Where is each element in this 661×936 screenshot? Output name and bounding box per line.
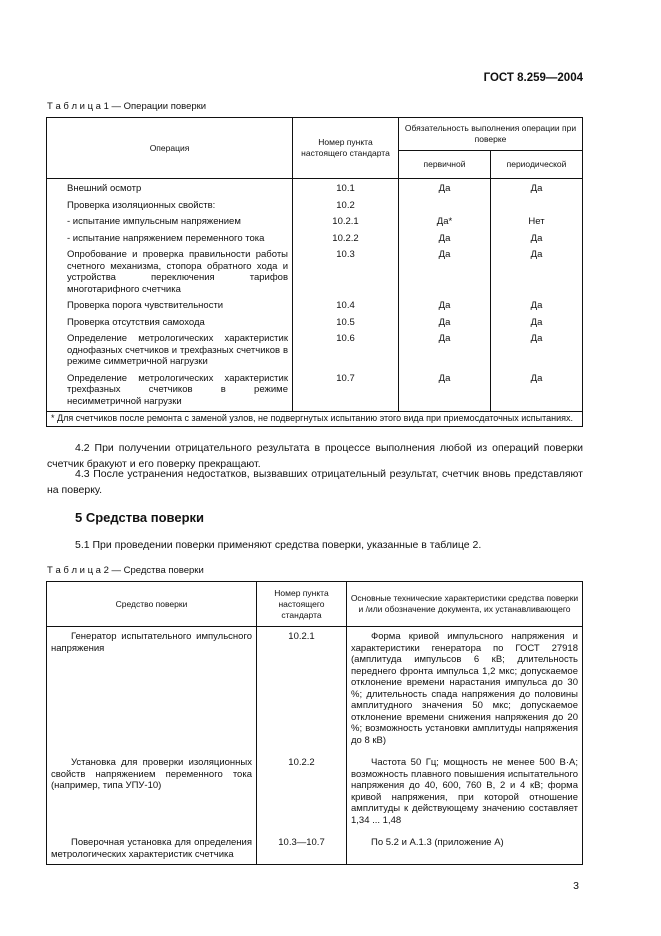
table-row: [47, 299, 583, 313]
section-title: 5 Средства поверки: [75, 510, 205, 525]
table1-caption: Т а б л и ц а 1 — Операции поверки: [47, 101, 207, 112]
paragraph-5-1: 5.1 При проведении поверки применяют средства поверки, указанные в таблице 2.: [75, 539, 482, 551]
item-number-cell: 10.3—10.7: [257, 836, 347, 865]
primary-cell: Да*: [399, 215, 491, 229]
item-number-cell: 10.4: [293, 299, 399, 313]
table-row: [47, 372, 583, 412]
characteristics-cell: По 5.2 и А.1.3 (приложение А): [347, 836, 583, 865]
primary-cell: Да: [399, 332, 491, 369]
periodic-cell: Да: [491, 372, 583, 412]
item-number-cell: 10.2: [293, 199, 399, 213]
periodic-cell: Да: [491, 299, 583, 313]
item-number-cell: 10.2.1: [257, 630, 347, 756]
means-cell: Генератор испытательного импульсного напряжения: [47, 630, 257, 756]
col-header-periodic: периодической: [491, 150, 583, 178]
primary-cell: Да: [399, 232, 491, 246]
operation-cell: Определение метрологических характеристик однофазных счетчиков и трехфазных счетчиков в режиме симметричной нагрузки: [47, 332, 293, 369]
means-cell: Установка для проверки изоляционных свойств напряжением переменного тока (например, типа УПУ-10): [47, 756, 257, 836]
table-row: [47, 316, 583, 330]
item-number-cell: 10.6: [293, 332, 399, 369]
periodic-cell: [491, 199, 583, 213]
item-number-cell: 10.2.1: [293, 215, 399, 229]
item-number-cell: 10.1: [293, 182, 399, 196]
col-header-characteristics: Основные технические характеристики средства поверки и /или обозначение документа, их устанавливающего: [347, 582, 583, 627]
table-row: [47, 756, 583, 836]
operation-cell: Проверка порога чувствительности: [47, 299, 293, 313]
periodic-cell: Да: [491, 332, 583, 369]
means-cell: Поверочная установка для определения метрологических характеристик счетчика: [47, 836, 257, 865]
paragraph-4-2: 4.2 При получении отрицательного результата в процессе выполнения любой из операций поверки счетчик бракуют и его поверку прекращают.: [47, 442, 583, 470]
page-number: 3: [573, 880, 579, 892]
operation-cell: - испытание импульсным напряжением: [47, 215, 293, 229]
table-row: [47, 199, 583, 213]
table-row: [47, 232, 583, 246]
periodic-cell: Да: [491, 182, 583, 196]
periodic-cell: Да: [491, 316, 583, 330]
periodic-cell: Да: [491, 248, 583, 296]
operation-cell: Опробование и проверка правильности работы счетного механизма, стопора обратного хода и устройства переключения тарифов многотарифного счетчика: [47, 248, 293, 296]
operation-cell: - испытание напряжением переменного тока: [47, 232, 293, 246]
periodic-cell: Да: [491, 232, 583, 246]
primary-cell: Да: [399, 316, 491, 330]
characteristics-cell: Форма кривой импульсного напряжения и характеристики генератора по ГОСТ 27918 (амплитуда импульсов 6 кВ; длительность переднего фронта импульса 1,2 мкс; допускаемое отклонение времени нарастания импульса до 30 %; длительность спада напряжения до половины амплитудного значения 50 мкс; допускаемое отклонение времени снижения напряжения до 20 %; возможность установки амплитуды напряжения до 8 кВ): [347, 630, 583, 756]
item-number-cell: 10.3: [293, 248, 399, 296]
item-number-cell: 10.2.2: [257, 756, 347, 836]
primary-cell: Да: [399, 299, 491, 313]
table1-footnote: * Для счетчиков после ремонта с заменой узлов, не подвергнутых испытанию этого вида при приемосдаточных испытаниях.: [47, 412, 583, 427]
primary-cell: [399, 199, 491, 213]
standard-header: ГОСТ 8.259—2004: [483, 72, 583, 84]
primary-cell: Да: [399, 372, 491, 412]
table-row: [47, 836, 583, 865]
col-header-means: Средство поверки: [47, 582, 257, 627]
table-row: [47, 630, 583, 756]
col-header-primary: первичной: [399, 150, 491, 178]
table-operations: [46, 117, 583, 427]
item-number-cell: 10.2.2: [293, 232, 399, 246]
col-header-operation: Операция: [47, 118, 293, 179]
primary-cell: Да: [399, 182, 491, 196]
table-verification-means: [46, 581, 583, 865]
col-header-obligation: Обязательность выполнения операции при поверке: [399, 118, 583, 151]
operation-cell: Определение метрологических характеристик трехфазных счетчиков в режиме несимметричной нагрузки: [47, 372, 293, 412]
col-header-item-number: Номер пункта настоящего стандарта: [293, 118, 399, 179]
table-row: [47, 215, 583, 229]
operation-cell: Внешний осмотр: [47, 182, 293, 196]
item-number-cell: 10.5: [293, 316, 399, 330]
table-row: [47, 332, 583, 369]
col-header-item-number: Номер пункта настоящего стандарта: [257, 582, 347, 627]
primary-cell: Да: [399, 248, 491, 296]
item-number-cell: 10.7: [293, 372, 399, 412]
periodic-cell: Нет: [491, 215, 583, 229]
table2-caption: Т а б л и ц а 2 — Средства поверки: [47, 565, 204, 576]
paragraph-4-3: 4.3 После устранения недостатков, вызвавших отрицательный результат, счетчик вновь представляют на поверку.: [47, 468, 583, 496]
table-row: [47, 248, 583, 296]
operation-cell: Проверка изоляционных свойств:: [47, 199, 293, 213]
operation-cell: Проверка отсутствия самохода: [47, 316, 293, 330]
characteristics-cell: Частота 50 Гц; мощность не менее 500 В·А; возможность плавного повышения испытательного напряжения до 40, 600, 760 В, 2 и 4 кВ; форма кривой напряжения, при которой отношение амплитуды к действующему значению составляет 1,34 ... 1,48: [347, 756, 583, 836]
table-row: [47, 182, 583, 196]
